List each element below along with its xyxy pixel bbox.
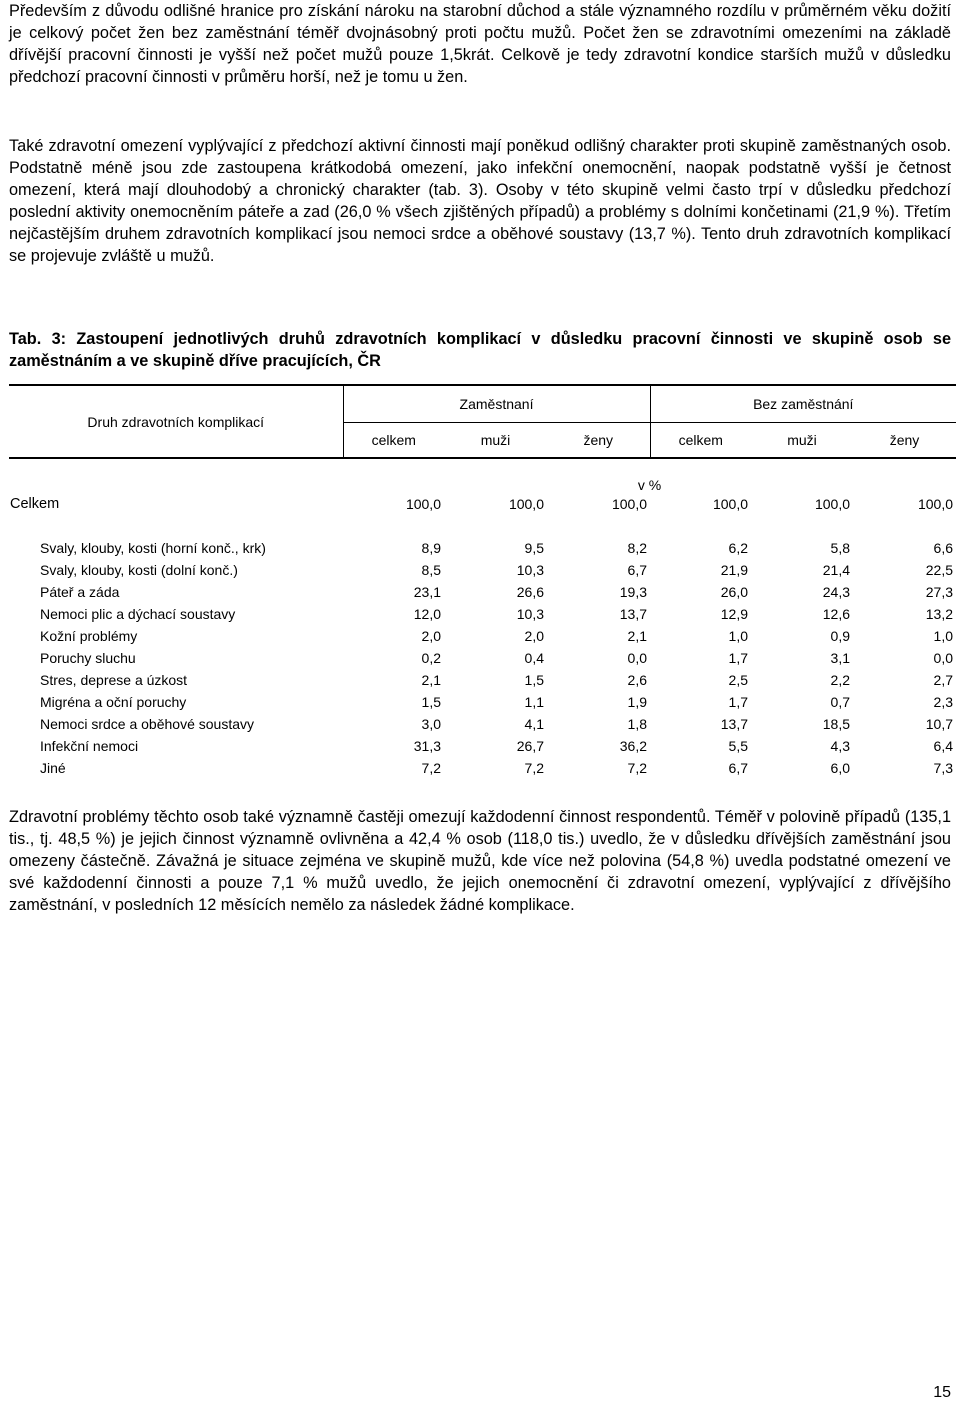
table-cell: 8,2 [627,540,648,556]
column-header-women: ženy [853,423,956,459]
unit-label: v % [637,477,662,493]
table-cell: 19,3 [619,584,648,600]
table-cell: 8,9 [421,540,441,556]
table-cell: 12,6 [822,606,851,622]
row-label: Nemoci srdce a oběhové soustavy [40,716,254,732]
table-cell: 18,5 [822,716,851,732]
table-cell: 1,0 [933,628,954,644]
table-row [9,691,956,713]
table-cell: 2,1 [421,672,441,688]
table-cell: 4,1 [524,716,544,732]
table-cell: 100,0 [814,496,851,512]
row-label: Svaly, klouby, kosti (dolní konč.) [40,562,238,578]
table-cell: 1,7 [728,650,749,666]
table-cell: 100,0 [405,496,441,512]
table-cell: 0,0 [627,650,648,666]
table-cell: 100,0 [917,496,954,512]
row-label: Poruchy sluchu [40,650,136,666]
table-cell: 36,2 [619,738,648,754]
table-cell: 2,5 [728,672,749,688]
column-group-unemployed: Bez zaměstnání [650,385,956,423]
table-cell: 1,1 [524,694,544,710]
row-label: Nemoci plic a dýchací soustavy [40,606,236,622]
paragraph-intro: Především z důvodu odlišné hranice pro získání nároku na starobní důchod a stále významného rozdílu v průměrném věku dožití je celkový počet žen bez zaměstnání téměř dvojnásobný proti počtu mužů. Počet žen se zdravotními omezeními na základě dřívější pracovní činnosti je vyšší než počet mužů pouze 1,5krát. Celkově je tedy zdravotní kondice starších mužů v důsledku předchozí pracovní činnosti v průměru horší, než je tomu u žen. [9,2,951,86]
page-number: 15 [933,1384,951,1401]
table-cell: 23,1 [413,584,441,600]
table-cell: 21,4 [822,562,851,578]
table-cell: 1,5 [524,672,544,688]
column-group-employed: Zaměstnaní [343,385,650,423]
table-row [9,647,956,669]
table-cell: 7,3 [933,760,954,776]
table-row [9,713,956,735]
table-cell: 12,9 [720,606,749,622]
paragraph-daily-activity: Zdravotní problémy těchto osob také významně častěji omezují každodenní činnost respondentů. Téměř v polovině případů (135,1 tis., tj. 48,5 %) je jejich činnost významně ovlivněna a 42,4 % osob (118,0 tis.) uvedlo, že v důsledku dřívějších zaměstnání jsou omezeny částečně. Závažná je situace zejména ve skupině mužů, kde více než polovina (54,8 %) uvedla podstatné omezení ve své každodenní činnosti a pouze 7,1 % mužů uvedlo, že jejich onemocnění či zdravotní omezení, vyplývající z dřívějšího zaměstnání, v posledních 12 měsících nemělo za následek žádné komplikace. [9,808,951,914]
table-cell: 2,0 [524,628,544,644]
table-cell: 13,7 [720,716,749,732]
table-cell: 1,9 [627,694,648,710]
table-cell: 21,9 [720,562,749,578]
table-row [9,735,956,757]
table-cell: 0,9 [830,628,851,644]
table-cell: 7,2 [421,760,441,776]
table-cell: 1,8 [627,716,648,732]
table-cell: 3,0 [421,716,441,732]
row-label: Infekční nemoci [40,738,139,754]
table-cell: 100,0 [508,496,544,512]
table-cell: 5,8 [830,540,851,556]
table-cell: 6,7 [627,562,648,578]
table-cell: 1,5 [421,694,441,710]
table-cell: 2,1 [627,628,648,644]
column-header-men: muži [444,423,547,459]
table-cell: 22,5 [925,562,954,578]
table-cell: 27,3 [925,584,954,600]
table-cell: 6,4 [933,738,954,754]
table-cell: 2,6 [627,672,648,688]
row-label: Stres, deprese a úzkost [40,672,188,688]
table-cell: 26,7 [516,738,544,754]
table-cell: 100,0 [712,496,749,512]
table-caption: Tab. 3: Zastoupení jednotlivých druhů zdravotních komplikací v důsledku pracovní činnosti ve skupině osob se zaměstnáním a ve skupině dříve pracujících, ČR [9,330,951,370]
table-row [9,669,956,691]
table-row [9,625,956,647]
table-cell: 26,6 [516,584,544,600]
row-label: Páteř a záda [40,584,120,600]
table-cell: 0,4 [524,650,544,666]
row-label: Jiné [40,760,66,776]
column-header-women: ženy [547,423,650,459]
table-cell: 6,0 [830,760,851,776]
table-cell: 13,7 [619,606,648,622]
row-label: Celkem [10,496,60,512]
table-cell: 12,0 [413,606,441,622]
row-label: Svaly, klouby, kosti (horní konč., krk) [40,540,266,556]
table-cell: 13,2 [925,606,954,622]
table-cell: 6,2 [728,540,749,556]
table-cell: 0,2 [421,650,441,666]
column-header-type: Druh zdravotních komplikací [9,385,343,458]
table-cell: 10,7 [925,716,954,732]
table-cell: 1,7 [728,694,749,710]
table-cell: 5,5 [728,738,749,754]
table-cell: 7,2 [524,760,544,776]
table-row-total [9,493,956,515]
table-cell: 6,7 [728,760,749,776]
paragraph-health-limits: Také zdravotní omezení vyplývající z předchozí aktivní činnosti mají poněkud odlišný charakter proti skupině zaměstnaných osob. Podstatně méně jsou zde zastoupena krátkodobá omezení, jako infekční onemocnění, naopak podstatně vyšší je četnost omezení, která mají dlouhodobý a chronický charakter (tab. 3). Osoby v této skupině velmi často trpí v důsledku předchozí poslední aktivity onemocněním páteře a zad (26,0 % všech zjištěných případů) a problémy s dolními končetinami (21,9 %). Třetím nejčastějším druhem zdravotních komplikací jsou nemoci srdce a oběhové soustavy (13,7 %). Tento druh zdravotních komplikací se projevuje zvláště u mužů. [9,137,951,265]
column-header-total: celkem [650,423,751,459]
table-cell: 3,1 [830,650,851,666]
table-cell: 2,3 [933,694,954,710]
table-row [9,559,956,581]
table-cell: 24,3 [822,584,851,600]
table-cell: 6,6 [933,540,954,556]
table-cell: 100,0 [611,496,648,512]
column-header-men: muži [751,423,853,459]
table-cell: 0,0 [933,650,954,666]
health-complications-table [9,384,956,779]
column-header-total: celkem [343,423,444,459]
table-row [9,581,956,603]
table-row [9,537,956,559]
table-cell: 31,3 [413,738,441,754]
table-cell: 8,5 [421,562,441,578]
table-cell: 9,5 [524,540,544,556]
table-cell: 2,0 [421,628,441,644]
table-cell: 10,3 [516,606,544,622]
table-row [9,603,956,625]
row-label: Kožní problémy [40,628,138,644]
table-cell: 2,2 [830,672,851,688]
table-cell: 0,7 [830,694,851,710]
table-cell: 7,2 [627,760,648,776]
table-cell: 10,3 [516,562,544,578]
row-label: Migréna a oční poruchy [40,694,187,710]
table-cell: 26,0 [720,584,749,600]
table-cell: 4,3 [830,738,851,754]
table-cell: 2,7 [933,672,954,688]
table-row [9,757,956,779]
table-cell: 1,0 [728,628,749,644]
